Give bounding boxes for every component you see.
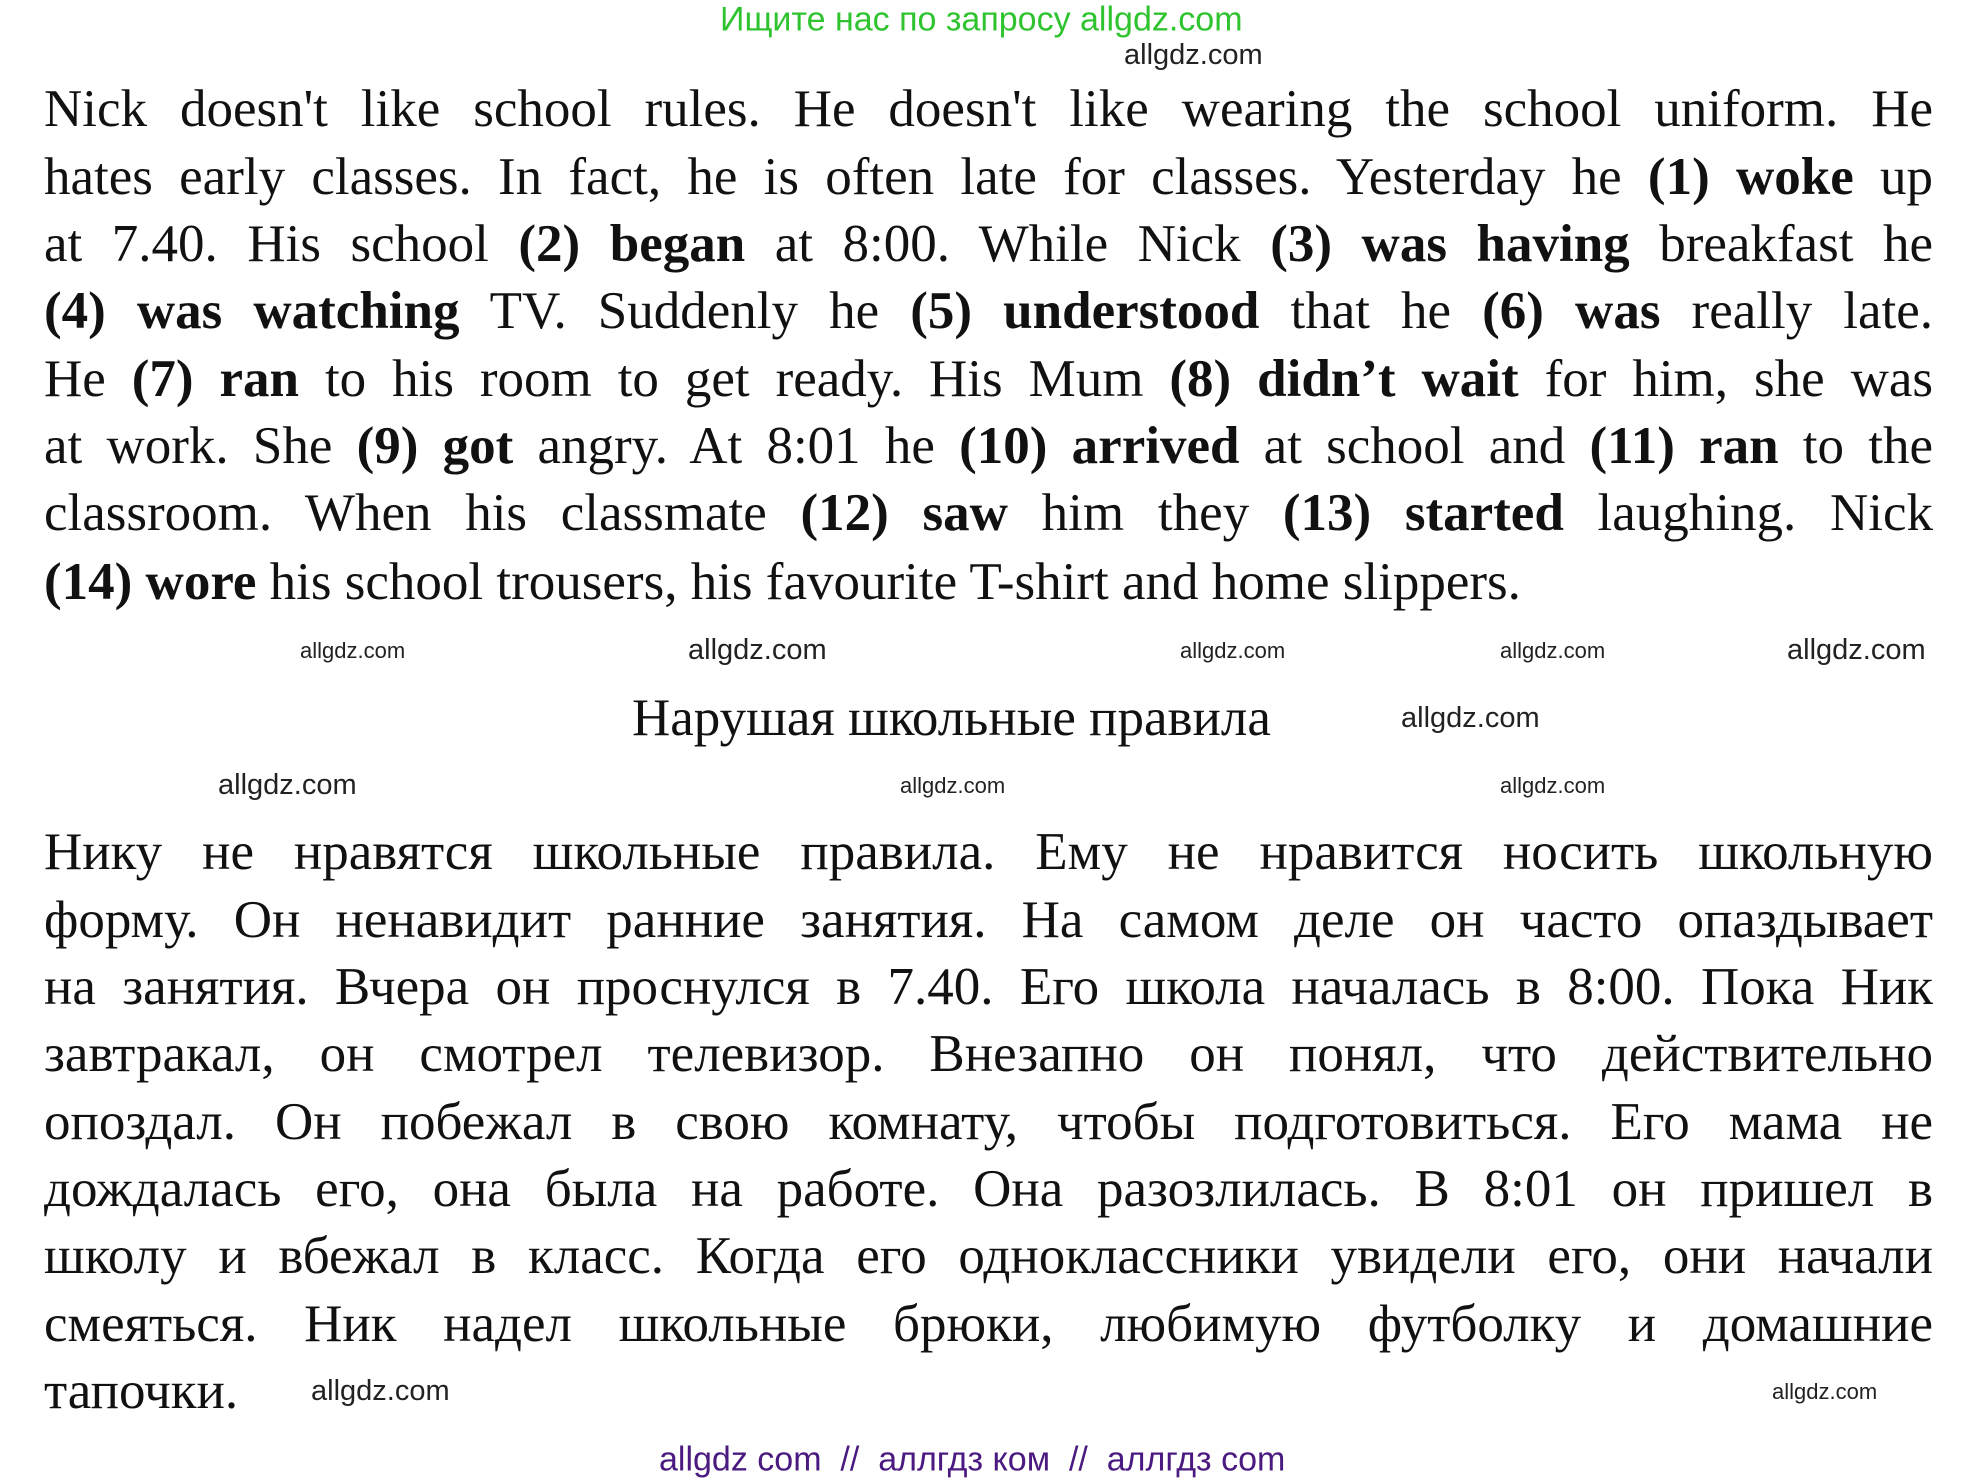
watermark: allgdz.com [1500,637,1606,663]
english-text-line [44,278,1933,345]
english-text-line [44,76,1933,143]
russian-text-line: на занятия. Вчера он проснулся в 7.40. Его школа началась в 8:00. Пока Ник [44,958,1933,1016]
footer-ad-link[interactable]: allgdz com // аллгдз ком // аллгдз com [659,1440,1286,1479]
text-segment: him they [1007,484,1283,542]
watermark: allgdz.com [218,769,357,802]
answer-verb: (3) was having [1270,215,1630,273]
answer-verb: (14) wore [44,553,257,611]
english-text-line [44,549,1933,616]
answer-verb: (10) arrived [959,417,1240,475]
text-segment: at work. She [44,417,357,475]
russian-text-line: Нику не нравятся школьные правила. Ему не нравится носить школьную [44,823,1933,881]
text-segment: his school trousers, his favourite T-shirt and home slippers. [256,553,1521,611]
text-segment: to his room to get ready. His Mum [299,350,1170,408]
answer-verb: (13) started [1282,484,1564,542]
english-text-line [44,346,1933,413]
answer-verb: (4) was watching [44,282,460,340]
text-segment: that he [1259,282,1483,340]
text-segment: He [44,350,132,408]
header-ad-link[interactable]: Ищите нас по запросу allgdz.com [720,0,1243,39]
watermark: allgdz.com [1772,1378,1878,1404]
russian-text-line: школу и вбежал в класс. Когда его одноклассники увидели его, они начали [44,1227,1933,1285]
watermark: allgdz.com [1180,637,1286,663]
answer-verb: (2) began [518,215,746,273]
watermark: allgdz.com [688,634,827,667]
watermark: allgdz.com [1500,772,1606,798]
text-segment: at school and [1239,417,1590,475]
text-segment: breakfast he [1629,215,1933,273]
russian-text-line: завтракал, он смотрел телевизор. Внезапно он понял, что действительно [44,1025,1933,1083]
russian-text-line: смеяться. Ник надел школьные брюки, любимую футболку и домашние [44,1295,1933,1353]
text-segment: up [1853,148,1933,206]
english-text-line [44,211,1933,278]
text-segment: laughing. Nick [1563,484,1934,542]
text-segment: TV. Suddenly he [459,282,911,340]
russian-text-line: тапочки. [44,1362,239,1420]
answer-verb: (9) got [356,417,514,475]
russian-title: Нарушая школьные правила [632,689,1271,747]
russian-text-line: опоздал. Он побежал в свою комнату, чтобы подготовиться. Его мама не [44,1093,1933,1151]
russian-text-line: дождалась его, она была на работе. Она разозлилась. В 8:01 он пришел в [44,1160,1933,1218]
answer-verb: (8) didn’t wait [1169,350,1519,408]
english-text-line [44,480,1933,547]
answer-verb: (11) ran [1589,417,1779,475]
text-segment: really late. [1660,282,1934,340]
text-segment: angry. At 8:01 he [513,417,960,475]
watermark: allgdz.com [1401,702,1540,735]
english-text-line [44,144,1933,211]
watermark: allgdz.com [1787,634,1926,667]
text-segment: hates early classes. In fact, he is often late for classes. Yesterday he [44,148,1648,206]
watermark: allgdz.com [300,637,406,663]
answer-verb: (6) was [1482,282,1661,340]
text-segment: Nick doesn't like school rules. He doesn't like wearing the school uniform. He [44,80,1933,138]
answer-verb: (12) saw [800,484,1008,542]
answer-verb: (7) ran [131,350,299,408]
text-segment: to the [1778,417,1933,475]
text-segment: for him, she was [1518,350,1933,408]
text-segment: classroom. When his classmate [44,484,801,542]
russian-text-line: форму. Он ненавидит ранние занятия. На самом деле он часто опаздывает [44,891,1933,949]
text-segment: at 7.40. His school [44,215,519,273]
answer-verb: (1) woke [1647,148,1854,206]
text-segment: at 8:00. While Nick [745,215,1271,273]
watermark: allgdz.com [900,772,1006,798]
watermark: allgdz.com [311,1375,450,1408]
english-text-line [44,413,1933,480]
answer-verb: (5) understood [910,282,1260,340]
watermark: allgdz.com [1124,39,1263,72]
